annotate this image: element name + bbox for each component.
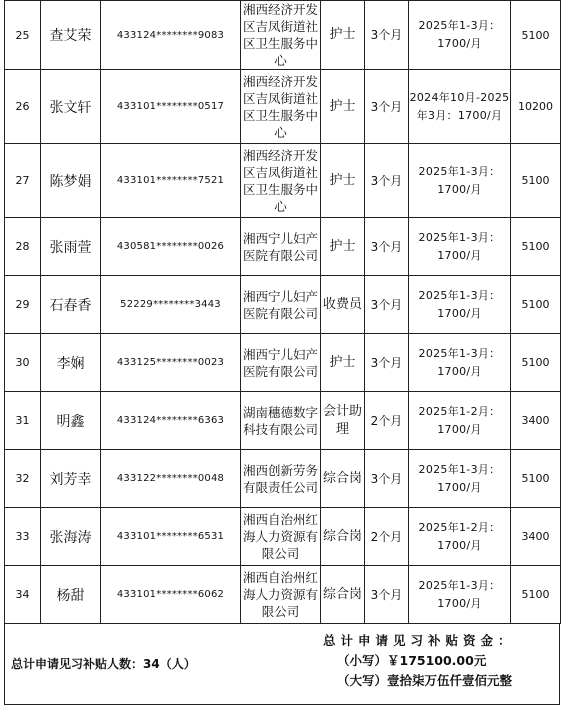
subsidy-amount: 5100	[511, 334, 561, 392]
subsidy-amount: 3400	[511, 508, 561, 566]
total-people: 总计申请见习补贴人数：34（人）	[11, 657, 196, 671]
subsidy-standard: 2025年1-3月：1700/月	[409, 450, 511, 508]
subsidy-amount: 5100	[511, 276, 561, 334]
employer-unit: 湖南穗德数字科技有限公司	[241, 392, 321, 450]
person-name: 刘芳幸	[41, 450, 101, 508]
table-row	[5, 392, 561, 450]
total-funds-lower: （小写）￥175100.00元	[337, 653, 487, 668]
person-name: 李娴	[41, 334, 101, 392]
subsidy-standard: 2025年1-3月：1700/月	[409, 276, 511, 334]
subsidy-standard: 2025年1-3月：1700/月	[409, 334, 511, 392]
row-number: 32	[5, 450, 41, 508]
subsidy-amount: 5100	[511, 566, 561, 624]
subsidy-standard: 2025年1-2月：1700/月	[409, 508, 511, 566]
row-number: 26	[5, 70, 41, 144]
table-row	[5, 1, 561, 70]
total-funds-upper: （大写）壹拾柒万伍仟壹佰元整	[337, 673, 513, 688]
row-number: 34	[5, 566, 41, 624]
duration: 2个月	[365, 392, 409, 450]
row-number: 31	[5, 392, 41, 450]
duration: 3个月	[365, 334, 409, 392]
row-number: 29	[5, 276, 41, 334]
employer-unit: 湘西创新劳务有限责任公司	[241, 450, 321, 508]
person-name: 张海涛	[41, 508, 101, 566]
subsidy-table	[4, 0, 561, 624]
employer-unit: 湘西经济开发区吉凤街道社区卫生服务中心	[241, 70, 321, 144]
subsidy-standard: 2025年1-3月：1700/月	[409, 218, 511, 276]
person-name: 杨甜	[41, 566, 101, 624]
duration: 2个月	[365, 508, 409, 566]
id-number: 433124********6363	[101, 392, 241, 450]
id-number: 433125********0023	[101, 334, 241, 392]
position: 护士	[321, 334, 365, 392]
employer-unit: 湘西宁儿妇产医院有限公司	[241, 218, 321, 276]
person-name: 陈梦娟	[41, 144, 101, 218]
subsidy-amount: 5100	[511, 144, 561, 218]
table-row	[5, 144, 561, 218]
row-number: 27	[5, 144, 41, 218]
duration: 3个月	[365, 566, 409, 624]
person-name: 查艾荣	[41, 1, 101, 70]
position: 综合岗	[321, 566, 365, 624]
employer-unit: 湘西自治州红海人力资源有限公司	[241, 566, 321, 624]
table-row	[5, 450, 561, 508]
subsidy-amount: 5100	[511, 450, 561, 508]
subsidy-standard: 2025年1-3月：1700/月	[409, 144, 511, 218]
id-number: 430581********0026	[101, 218, 241, 276]
table-row	[5, 566, 561, 624]
id-number: 433101********6062	[101, 566, 241, 624]
duration: 3个月	[365, 218, 409, 276]
position: 护士	[321, 144, 365, 218]
position: 护士	[321, 70, 365, 144]
id-number: 433101********7521	[101, 144, 241, 218]
person-name: 张文轩	[41, 70, 101, 144]
position: 综合岗	[321, 450, 365, 508]
row-number: 28	[5, 218, 41, 276]
person-name: 明鑫	[41, 392, 101, 450]
employer-unit: 湘西自治州红海人力资源有限公司	[241, 508, 321, 566]
subsidy-standard: 2025年1-3月：1700/月	[409, 1, 511, 70]
table-row	[5, 508, 561, 566]
total-funds	[323, 631, 555, 691]
duration: 3个月	[365, 144, 409, 218]
employer-unit: 湘西经济开发区吉凤街道社区卫生服务中心	[241, 144, 321, 218]
position: 护士	[321, 1, 365, 70]
position: 收费员	[321, 276, 365, 334]
employer-unit: 湘西宁儿妇产医院有限公司	[241, 334, 321, 392]
id-number: 433122********0048	[101, 450, 241, 508]
totals-footer	[4, 623, 560, 705]
duration: 3个月	[365, 276, 409, 334]
row-number: 25	[5, 1, 41, 70]
subsidy-amount: 3400	[511, 392, 561, 450]
duration: 3个月	[365, 1, 409, 70]
position: 会计助理	[321, 392, 365, 450]
employer-unit: 湘西宁儿妇产医院有限公司	[241, 276, 321, 334]
employer-unit: 湘西经济开发区吉凤街道社区卫生服务中心	[241, 1, 321, 70]
table-row	[5, 334, 561, 392]
person-name: 张雨萱	[41, 218, 101, 276]
row-number: 30	[5, 334, 41, 392]
subsidy-amount: 5100	[511, 1, 561, 70]
duration: 3个月	[365, 70, 409, 144]
row-number: 33	[5, 508, 41, 566]
id-number: 52229********3443	[101, 276, 241, 334]
subsidy-amount: 5100	[511, 218, 561, 276]
person-name: 石春香	[41, 276, 101, 334]
position: 护士	[321, 218, 365, 276]
subsidy-standard: 2025年1-3月：1700/月	[409, 566, 511, 624]
id-number: 433124********9083	[101, 1, 241, 70]
total-funds-title: 总计申请见习补贴资金：	[323, 633, 516, 648]
id-number: 433101********0517	[101, 70, 241, 144]
subsidy-amount: 10200	[511, 70, 561, 144]
table-row	[5, 218, 561, 276]
position: 综合岗	[321, 508, 365, 566]
table-row	[5, 70, 561, 144]
table-row	[5, 276, 561, 334]
subsidy-standard: 2024年10月-2025年3月：1700/月	[409, 70, 511, 144]
subsidy-standard: 2025年1-2月：1700/月	[409, 392, 511, 450]
id-number: 433101********6531	[101, 508, 241, 566]
duration: 3个月	[365, 450, 409, 508]
